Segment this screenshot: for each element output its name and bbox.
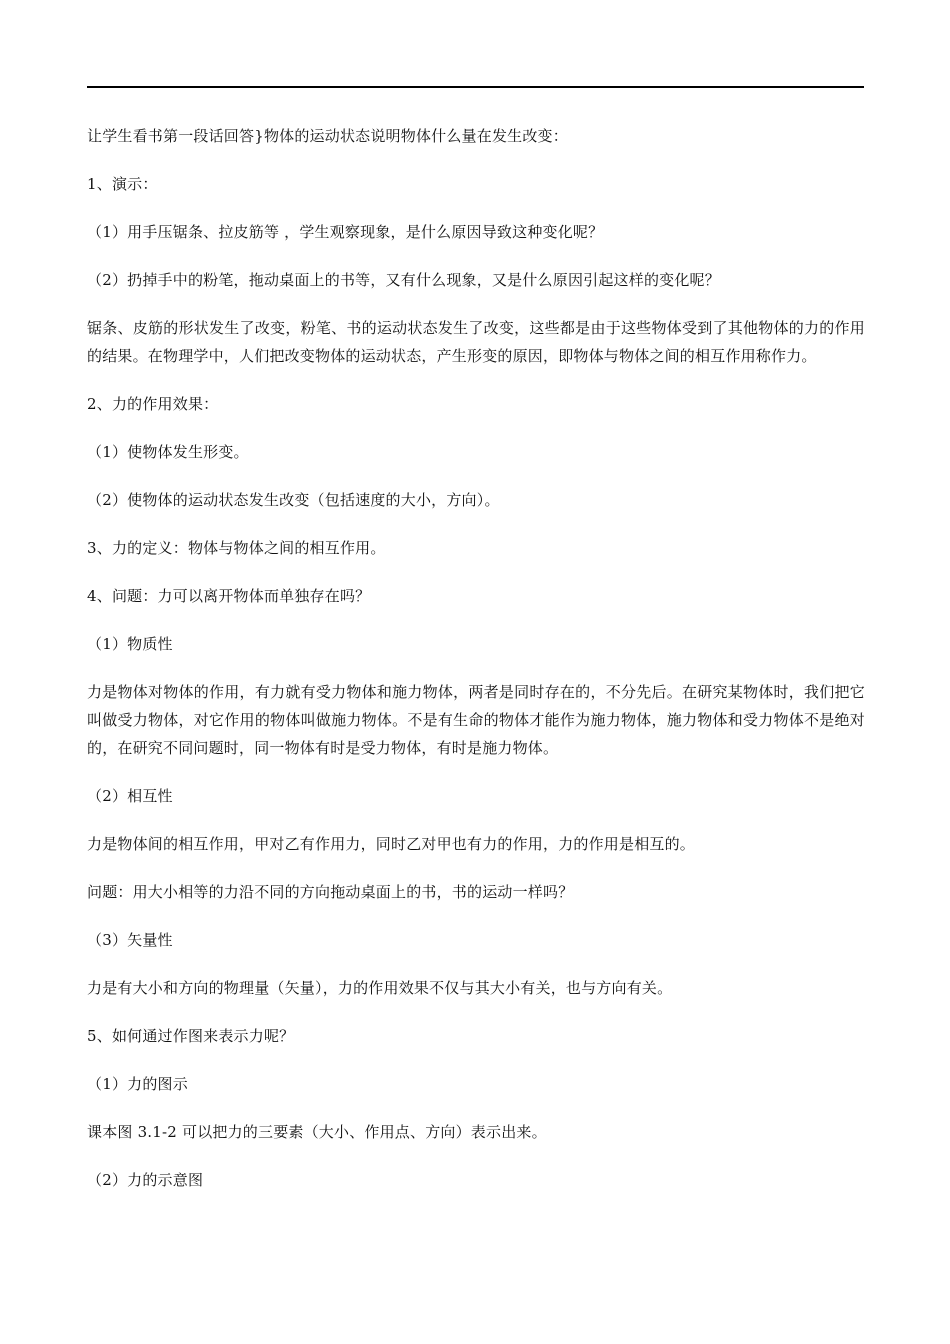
heading-force-definition: 3、力的定义：物体与物体之间的相互作用。 [87, 539, 386, 557]
effect-item-1: （1）使物体发生形变。 [87, 443, 249, 461]
heading-question-4: 4、问题：力可以离开物体而单独存在吗？ [87, 587, 371, 605]
effect-item-2: （2）使物体的运动状态发生改变（包括速度的大小，方向）。 [87, 491, 500, 509]
subheading-force-diagram: （1）力的图示 [87, 1075, 188, 1093]
subheading-vector: （3）矢量性 [87, 931, 173, 949]
paragraph-vector: 力是有大小和方向的物理量（矢量），力的作用效果不仅与其大小有关，也与方向有关。 [87, 979, 673, 997]
paragraph-textbook-figure: 课本图 3.1-2 可以把力的三要素（大小、作用点、方向）表示出来。 [87, 1123, 547, 1141]
demo-item-1: （1）用手压锯条、拉皮筋等 ，学生观察现象，是什么原因导致这种变化呢？ [87, 223, 604, 241]
heading-force-effects: 2、力的作用效果： [87, 395, 219, 413]
subheading-mutuality: （2）相互性 [87, 787, 173, 805]
subheading-force-sketch: （2）力的示意图 [87, 1171, 204, 1189]
paragraph-mutuality: 力是物体间的相互作用，甲对乙有作用力，同时乙对甲也有力的作用，力的作用是相互的。 [87, 835, 696, 853]
header-rule [87, 86, 864, 88]
heading-demo: 1、演示： [87, 175, 158, 193]
paragraph-materiality: 力是物体对物体的作用，有力就有受力物体和施力物体，两者是同时存在的，不分先后。在研究某物体时，我们把它叫做受力物体，对它作用的物体叫做施力物体。不是有生命的物体才能作为施力物体，施力物体和受力物体不是绝对的，在研究不同问题时，同一物体有时是受力物体，有时是施力物体。 [87, 683, 865, 757]
document-body [87, 122, 865, 1214]
demo-item-2: （2）扔掉手中的粉笔，拖动桌面上的书等，又有什么现象，又是什么原因引起这样的变化呢？ [87, 271, 720, 289]
paragraph-intro: 让学生看书第一段话回答}物体的运动状态说明物体什么量在发生改变： [87, 127, 568, 145]
subheading-materiality: （1）物质性 [87, 635, 173, 653]
paragraph-force-explanation: 锯条、皮筋的形状发生了改变，粉笔、书的运动状态发生了改变，这些都是由于这些物体受到了其他物体的力的作用的结果。在物理学中，人们把改变物体的运动状态，产生形变的原因，即物体与物体之间的相互作用称作力。 [87, 319, 865, 365]
paragraph-question-direction: 问题：用大小相等的力沿不同的方向拖动桌面上的书，书的运动一样吗？ [87, 883, 574, 901]
heading-question-5: 5、如何通过作图来表示力呢？ [87, 1027, 295, 1045]
